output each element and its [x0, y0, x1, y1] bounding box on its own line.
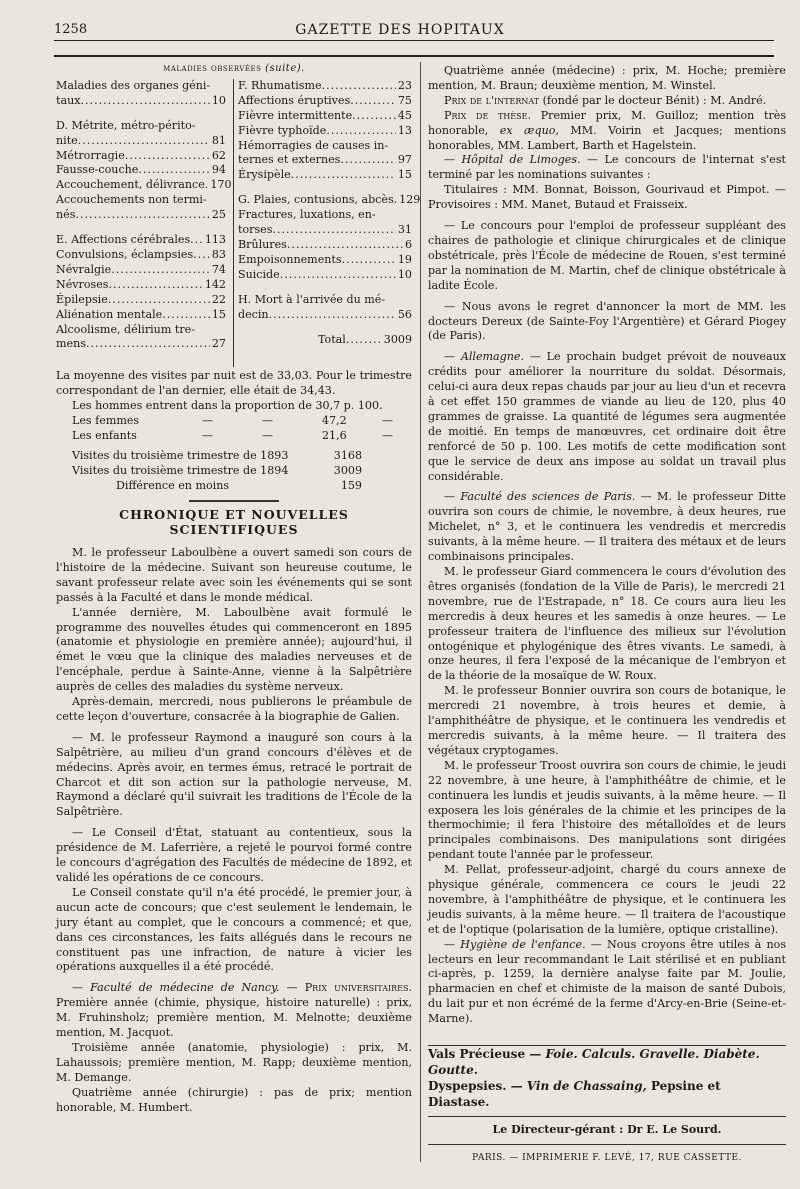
paragraph: M. le professeur Bonnier ouvrira son cours de botanique, le mercredi 21 novembre, à trois heures et demie, à l'amphithéâtre de physique, et le continuera les vendredis et mercredis suivants, à la même heure. — Il traitera des végétaux cryptogames.: [428, 684, 786, 757]
table-row-value: 83: [211, 247, 226, 261]
table-row: [56, 178, 232, 193]
leader-dots: [280, 268, 396, 283]
stats-row-value: 47,2: [322, 413, 347, 427]
visits-label: Visites du troisième trimestre de 1894: [72, 464, 289, 478]
leader-dots: [193, 248, 210, 263]
table-row-value: 10: [397, 267, 412, 281]
left-column: [56, 62, 421, 1116]
inline-smallcaps: Prix universitaires.: [304, 981, 412, 995]
table-row-label: G. Plaies, contusions, abcès.: [238, 193, 398, 207]
group-gap: [56, 223, 226, 233]
header-rule-thick: [54, 55, 774, 57]
stats-row-dash: —: [382, 428, 394, 442]
table-row-label: Fièvre intermittente: [238, 108, 353, 122]
leader-dots: [86, 337, 210, 352]
paragraph: — Le concours pour l'emploi de professeur suppléant des chaires de pathologie et clinique chirurgicales et de clinique obstétricale, près l'École de médecine de Rouen, s'est terminé par la nomination de M. Martin, chef de clinique obstétricale à ladite École.: [428, 219, 786, 292]
table-row: [56, 119, 226, 134]
table-row-value: 23: [397, 78, 412, 92]
table-row: [238, 223, 412, 238]
paragraph-allemagne: — Allemagne. — Le prochain budget prévoit de nouveaux crédits pour améliorer la nourriture du soldat. Désormais, celui-ci aura deux repas chauds par jour au lieu d'un et recevra à cet effet 150 grammes de viande au lieu de 120, plus 40 grammes de graisse. La quantité de légumes sera augmentée de moitié. En temps de manœuvres, cet ordinaire doit être renforcé de 50 p. 100. Les motifs de cette modification sont que le service de deux ans impose au soldat un travail plus considérable.: [428, 350, 786, 483]
stats-row-value: 21,6: [322, 428, 347, 442]
paragraph: Le Conseil constate qu'il n'a été procédé, le premier jour, à aucun acte de concours; que c'est seulement le lendemain, le jury étant au complet, que le concours a commencé; et que, dans ces circonstances, les faits allégués dans le recours ne constituent pas une infraction, de nature à vicier les opérations auxquelles il a été procédé.: [56, 885, 412, 974]
diseases-table-left: [56, 78, 232, 352]
leader-dots: [75, 208, 209, 223]
visits-row-1894: [56, 464, 412, 479]
paragraph: M. le professeur Laboulbène a ouvert samedi son cours de l'histoire de la médecine. Suivant son heureuse coutume, le savant professeur relate avec soin les événements qui se sont passés à la Faculté et dans le monde médical.: [56, 545, 412, 604]
inline-italic: Hôpital de Limoges.: [461, 153, 581, 167]
table-row-label: Affections éruptives: [238, 93, 351, 107]
ad-indication: Dyspepsies.: [428, 1079, 507, 1094]
advertisement: [428, 1046, 786, 1110]
table-row-label: Brûlures: [238, 237, 287, 251]
inline-text: MM. Voirin et Jacques; mentions honorables, MM. Lambert, Barth et Hagelstein.: [428, 123, 787, 152]
group-gap: [238, 183, 412, 193]
ornament-rule: [189, 500, 279, 502]
table-row-value: 15: [397, 168, 412, 182]
table-row-value: 45: [397, 108, 412, 122]
stats-row-label: Les enfants: [72, 428, 137, 442]
table-row-label: decin: [238, 307, 269, 321]
difference-value: 159: [340, 479, 362, 493]
inline-italic: Allemagne.: [460, 350, 525, 364]
leader-dots: [269, 308, 396, 323]
table-row-value: 19: [397, 252, 412, 266]
right-column: [428, 64, 786, 1166]
table-row-value: 129: [399, 193, 421, 207]
leader-dots: [287, 238, 403, 253]
table-row-value: 22: [211, 292, 226, 306]
paragraph-prize: [428, 94, 786, 109]
header-rule: [54, 40, 774, 41]
table-row-value: 62: [211, 148, 226, 162]
table-total-value: 3009: [383, 332, 412, 346]
table-total-row: [238, 333, 412, 348]
table-row-value: 97: [397, 153, 412, 167]
table-row-value: 13: [397, 123, 412, 137]
stats-prop-intro: Les hommes entrent dans la proportion de 30,7 p. 100.: [72, 398, 383, 412]
group-gap: [238, 323, 412, 333]
stats-row-children: [56, 429, 412, 444]
paragraph: — Le Conseil d'État, statuant au contentieux, sous la présidence de M. Laferrière, a rejeté le pourvoi formé contre le concours d'agrégation des Facultés de médecine de 1892, et validé les opérations de ce concours.: [56, 826, 412, 884]
leader-dots: [162, 308, 210, 323]
table-row: [56, 193, 226, 208]
leader-dots: [108, 293, 210, 308]
table-row-label: Accouchements non termi-: [56, 193, 207, 207]
inline-smallcaps: Prix de l'internat: [444, 93, 540, 107]
paragraph: L'année dernière, M. Laboulbène avait formulé le programme des nouvelles études qui commenceront en 1895 (anatomie et physiologie en première année); aujourd'hui, il émet le vœu que la clinique des maladies nerveuses et de l'encéphale, perdue à Sainte-Anne, vienne à la Salpêtrière auprès de celles des maladies du système nerveux.: [56, 605, 412, 694]
paragraph: Quatrième année (chirurgie) : pas de prix; mention honorable, M. Humbert.: [56, 1085, 412, 1114]
stats-row-women: [56, 414, 412, 429]
stats-row-dash: —: [382, 413, 394, 427]
table-row: [238, 79, 412, 94]
ad-indications: Foie. Calculs. Gravelle. Diabète. Goutte.: [428, 1047, 760, 1078]
paragraph-sciences: — Faculté des sciences de Paris. — M. le professeur Ditte ouvrira son cours de chimie, le novembre, à deux heures, rue Michelet, n° 3, et le continuera les vendredis et mercredis suivants, à la même heure. — Il traitera des métaux et de leurs combinaisons principales.: [428, 490, 786, 564]
table-row: [238, 238, 412, 253]
table-row: [238, 193, 421, 208]
paragraph: Après-demain, mercredi, nous publierons le préambule de cette leçon d'ouverture, consacrée à la biographie de Galien.: [56, 695, 412, 723]
table-row: [56, 293, 226, 308]
ad-brand: Vals Précieuse: [428, 1047, 526, 1062]
table-row-label: Fausse-couche: [56, 163, 139, 177]
leader-dots: [322, 79, 396, 94]
table-row-label: nite: [56, 133, 78, 147]
visits-row-1893: [56, 449, 412, 464]
running-title: GAZETTE DES HOPITAUX: [295, 22, 505, 38]
stats-row-label: Les femmes: [72, 413, 140, 427]
table-row: [56, 278, 226, 293]
inline-text: Premier prix, M. Guilloz; mention très honorable,: [428, 108, 787, 137]
table-row: [238, 268, 412, 283]
inline-text: — M. le professeur Ditte ouvrira son cours de chimie, le novembre, à deux heures, rue Michelet, n° 3, et le continuera les vendredis et mercredis suivants, à la même heure. — Il traitera des métaux et de leurs combinaisons principales.: [428, 490, 786, 564]
table-row-label: Névralgie: [56, 262, 112, 276]
table-row-value: 170: [210, 178, 232, 192]
table-row: [56, 323, 226, 338]
table-row-label: Érysipèle: [238, 168, 291, 182]
table-row: [56, 79, 226, 94]
table-row: [238, 94, 412, 109]
table-row-label: Métrorragie: [56, 148, 125, 162]
table-row-label: Fractures, luxations, en-: [238, 208, 376, 222]
inline-text: (fondé par le docteur Bénit) : M. André.: [542, 93, 767, 107]
table-row: [56, 163, 226, 178]
table-row: [56, 248, 226, 263]
paragraph-limoges: — Hôpital de Limoges. — Le concours de l'internat s'est terminé par les nominations suivantes :: [428, 153, 787, 182]
inline-smallcaps: Prix de thèse.: [444, 108, 531, 122]
table-row-value: 25: [211, 208, 226, 222]
table-row-label: E. Affections cérébrales: [56, 233, 191, 247]
leader-dots: [108, 278, 202, 293]
paragraph: M. le professeur Troost ouvrira son cours de chimie, le jeudi 22 novembre, à une heure, à l'amphithéâtre de chimie, et le continuera les lundis et jeudis suivants, à la même heure. — Il exposera les lois générales de la chimie et les principes de la thermochimie; il fera l'histoire des métalloïdes et de leurs principales combinaisons. Des manipulations sont dirigées pendant toute l'année par le professeur.: [428, 758, 786, 862]
table-row: [56, 233, 226, 248]
table-row: [56, 263, 226, 278]
leader-dots: [111, 263, 210, 278]
table-divider: [233, 79, 234, 367]
table-caption-title: maladies observées: [163, 63, 262, 74]
inline-text: — Le prochain budget prévoit de nouveaux crédits pour améliorer la nourriture du soldat. Désormais, celui-ci aura deux repas chauds par jour au lieu d'un et recevra à cet effet 150 grammes de viande au lieu de 120, plus 40 grammes de graisse. La quantité de légumes sera augmentée de moitié. En temps de manœuvres, cet ordinaire doit être renforcé de 50 p. 100. Les motifs de cette modification sont que le service de deux ans impose au soldat un travail plus considérable.: [428, 350, 786, 483]
stats-row-dash: —: [262, 413, 274, 427]
table-row-value: 56: [397, 307, 412, 321]
table-row: [56, 94, 226, 109]
table-row: [238, 139, 412, 154]
paragraph: M. Pellat, professeur-adjoint, chargé du cours annexe de physique générale, commencera ce cours le jeudi 22 novembre, à l'amphithéâtre de physique, et le continuera les jeudis suivants, à la même heure. — Il traitera de l'acoustique et de l'optique (polarisation de la lumière, optique cristalline).: [428, 863, 786, 936]
table-row-label: taux: [56, 93, 81, 107]
table-row-value: 142: [204, 277, 226, 291]
stats-row-dash: —: [202, 428, 214, 442]
table-row: [238, 168, 412, 183]
inline-text: — Nous croyons être utiles à nos lecteurs en leur recommandant le Lait stérilisé et en publiant ci-après, p. 1259, la dernière analyse faite par M. Joulie, pharmacien en chef et chimiste de la maison de santé Dubois, du lait pur et non écrémé de la ferme d'Arcy-en-Brie (Seine-et-Marne).: [428, 937, 787, 1026]
leader-dots: [78, 134, 210, 149]
inline-text: Première année (chimie, physique, histoire naturelle) : prix, M. Fruhinsholz; première mention, M. Melnotte; deuxième mention, M. Jacquot.: [56, 996, 412, 1040]
leader-dots: [291, 168, 396, 183]
table-total-label: Total: [318, 332, 346, 346]
leader-dots: [350, 94, 396, 109]
table-row-value: 94: [211, 163, 226, 177]
paragraph: M. le professeur Giard commencera le cours d'évolution des êtres organisés (fondation de la Ville de Paris), le mercredi 21 novembre, rue de l'Estrapade, n° 18. Ce cours aura lieu les mercredis à deux heures et les samedis à onze heures. — Le professeur traitera de l'influence des milieux sur l'évolution ontogénique et phylogénique des êtres vivants. Le samedi, à onze heures, il fera l'exposé de la mécanique de l'embryon et de la théorie de la mosaïque de W. Roux.: [428, 565, 786, 683]
stats-intro: La moyenne des visites par nuit est de 33,03. Pour le trimestre correspondant de l'an dernier, elle était de 34,43.: [56, 368, 412, 397]
leader-dots: [342, 253, 396, 268]
stats-row-dash: —: [262, 428, 274, 442]
leader-dots: [125, 149, 210, 164]
table-row-label: ternes et externes: [238, 153, 341, 167]
ad-product: Vin de Chassaing,: [526, 1079, 647, 1094]
visits-value: 3168: [333, 449, 362, 463]
table-row-value: 74: [211, 262, 226, 276]
table-row-label: Aliénation mentale: [56, 307, 163, 321]
paragraph-hygiene: — Hygiène de l'enfance. — Nous croyons être utiles à nos lecteurs en leur recommandant le Lait stérilisé et en publiant ci-après, p. 1259, la dernière analyse faite par M. Joulie, pharmacien en chef et chimiste de la maison de santé Dubois, du lait pur et non écrémé de la ferme d'Arcy-en-Brie (Seine-et-Marne).: [428, 937, 787, 1026]
paragraph: Troisième année (anatomie, physiologie) : prix, M. Lahaussois; première mention, M. Rapp; deuxième mention, M. Demange.: [56, 1040, 412, 1084]
paragraph-thesis: [428, 109, 786, 154]
stats-row-dash: —: [202, 413, 214, 427]
difference-row: [56, 479, 412, 494]
table-row-label: F. Rhumatisme: [238, 78, 322, 92]
leader-dots: [352, 109, 396, 124]
inline-italic: Faculté de médecine de Nancy.: [90, 981, 280, 995]
leader-dots: [190, 233, 203, 248]
paragraph: — Nous avons le regret d'annoncer la mort de MM. les docteurs Dereux (de Sainte-Foy l'Argentière) et Gérard Piogey (de Paris).: [428, 299, 786, 343]
table-row-label: Fièvre typhoïde: [238, 123, 327, 137]
table-row: [56, 208, 226, 223]
table-row: [56, 308, 226, 323]
table-caption-suffix: (suite).: [265, 63, 305, 74]
group-gap: [238, 283, 412, 293]
table-row-value: 6: [404, 237, 412, 251]
leader-dots: [80, 94, 209, 109]
table-row-label: nés: [56, 208, 76, 222]
inline-text: — Le concours de l'internat s'est terminé par les nominations suivantes :: [428, 153, 787, 182]
table-row-label: torses: [238, 223, 273, 237]
table-row-label: mens: [56, 337, 86, 351]
leader-dots: [346, 333, 382, 348]
table-row-label: Convulsions, éclampsies: [56, 247, 194, 261]
table-row: [238, 109, 412, 124]
table-row-value: 75: [397, 93, 412, 107]
diseases-table: [56, 78, 421, 369]
table-row: [56, 337, 226, 352]
signature-rule: [428, 1116, 786, 1117]
paragraph-nancy: — Faculté de médecine de Nancy. — Prix universitaires. Première année (chimie, physique, histoire naturelle) : prix, M. Fruhinsholz; première mention, M. Melnotte; deuxième mention, M. Jacquot.: [56, 981, 412, 1040]
table-row-label: Alcoolisme, délirium tre-: [56, 322, 195, 336]
ad-line-dyspepsies: Dyspepsies. — Vin de Chassaing, Pepsine et Diastase.: [428, 1079, 721, 1110]
table-row-value: 27: [211, 337, 226, 351]
column-divider: [420, 62, 421, 1162]
ad-ingredients: Pepsine et Diastase.: [428, 1079, 721, 1110]
table-row: [238, 124, 412, 139]
table-row-label: Empoisonnements: [238, 252, 342, 266]
leader-dots: [272, 223, 395, 238]
paragraph: — M. le professeur Raymond a inauguré son cours à la Salpêtrière, au milieu d'un grand concours d'élèves et de médecins. Après avoir, en termes émus, retracé le portrait de Charcot et dit son action sur la pathologie nerveuse, M. Raymond a déclaré qu'il suivrait les traditions de l'École de la Salpêtrière.: [56, 730, 412, 819]
table-row: [238, 293, 412, 308]
table-row-label: Suicide: [238, 267, 280, 281]
table-row-label: D. Métrite, métro-périto-: [56, 118, 196, 132]
visits-value: 3009: [333, 464, 362, 478]
table-row-label: Maladies des organes géni-: [56, 78, 211, 92]
inline-italic: ex æquo,: [499, 123, 559, 137]
inline-italic: Hygiène de l'enfance.: [460, 937, 586, 951]
table-row-label: Épilepsie: [56, 292, 108, 306]
table-row-label: Hémorragies de causes in-: [238, 138, 389, 152]
table-row-value: 10: [211, 93, 226, 107]
paragraph: Titulaires : MM. Bonnat, Boisson, Gourivaud et Pimpot. — Provisoires : MM. Manet, Butaud et Fraisseix.: [428, 183, 786, 212]
inline-italic: Faculté des sciences de Paris.: [460, 490, 636, 504]
table-row-label: Accouchement, délivrance.: [56, 178, 209, 192]
visits-label: Visites du troisième trimestre de 1893: [72, 449, 289, 463]
group-gap: [56, 109, 226, 119]
diseases-table-right: [238, 78, 421, 348]
difference-label: Différence en moins: [116, 479, 230, 493]
page-number: 1258: [54, 22, 88, 37]
table-row-value: 31: [397, 223, 412, 237]
signature: Le Directeur-gérant : Dr E. Le Sourd.: [492, 1123, 722, 1137]
table-row: [56, 149, 226, 164]
table-row-value: 81: [211, 133, 226, 147]
table-caption: [56, 62, 412, 77]
leader-dots: [326, 124, 396, 139]
table-row-value: 113: [204, 233, 226, 247]
table-row-value: 15: [211, 307, 226, 321]
table-row: [238, 208, 412, 223]
table-row: [238, 308, 412, 323]
imprint: PARIS. — IMPRIMERIE F. LEVÉ, 17, RUE CASSETTE.: [472, 1153, 742, 1163]
leader-dots: [138, 163, 210, 178]
imprint-rule: [428, 1144, 786, 1145]
table-row-label: Névroses: [56, 277, 109, 291]
ad-line-vals: Vals Précieuse — Foie. Calculs. Gravelle. Diabète. Goutte.: [428, 1047, 760, 1078]
leader-dots: [340, 153, 396, 168]
table-row: [238, 153, 412, 168]
table-row: [56, 134, 226, 149]
table-row: [238, 253, 412, 268]
table-row-label: H. Mort à l'arrivée du mé-: [238, 292, 386, 306]
section-heading: CHRONIQUE ET NOUVELLES SCIENTIFIQUES: [119, 507, 349, 538]
paragraph: Quatrième année (médecine) : prix, M. Hoche; première mention, M. Braun; deuxième mention, M. Winstel.: [428, 64, 786, 92]
